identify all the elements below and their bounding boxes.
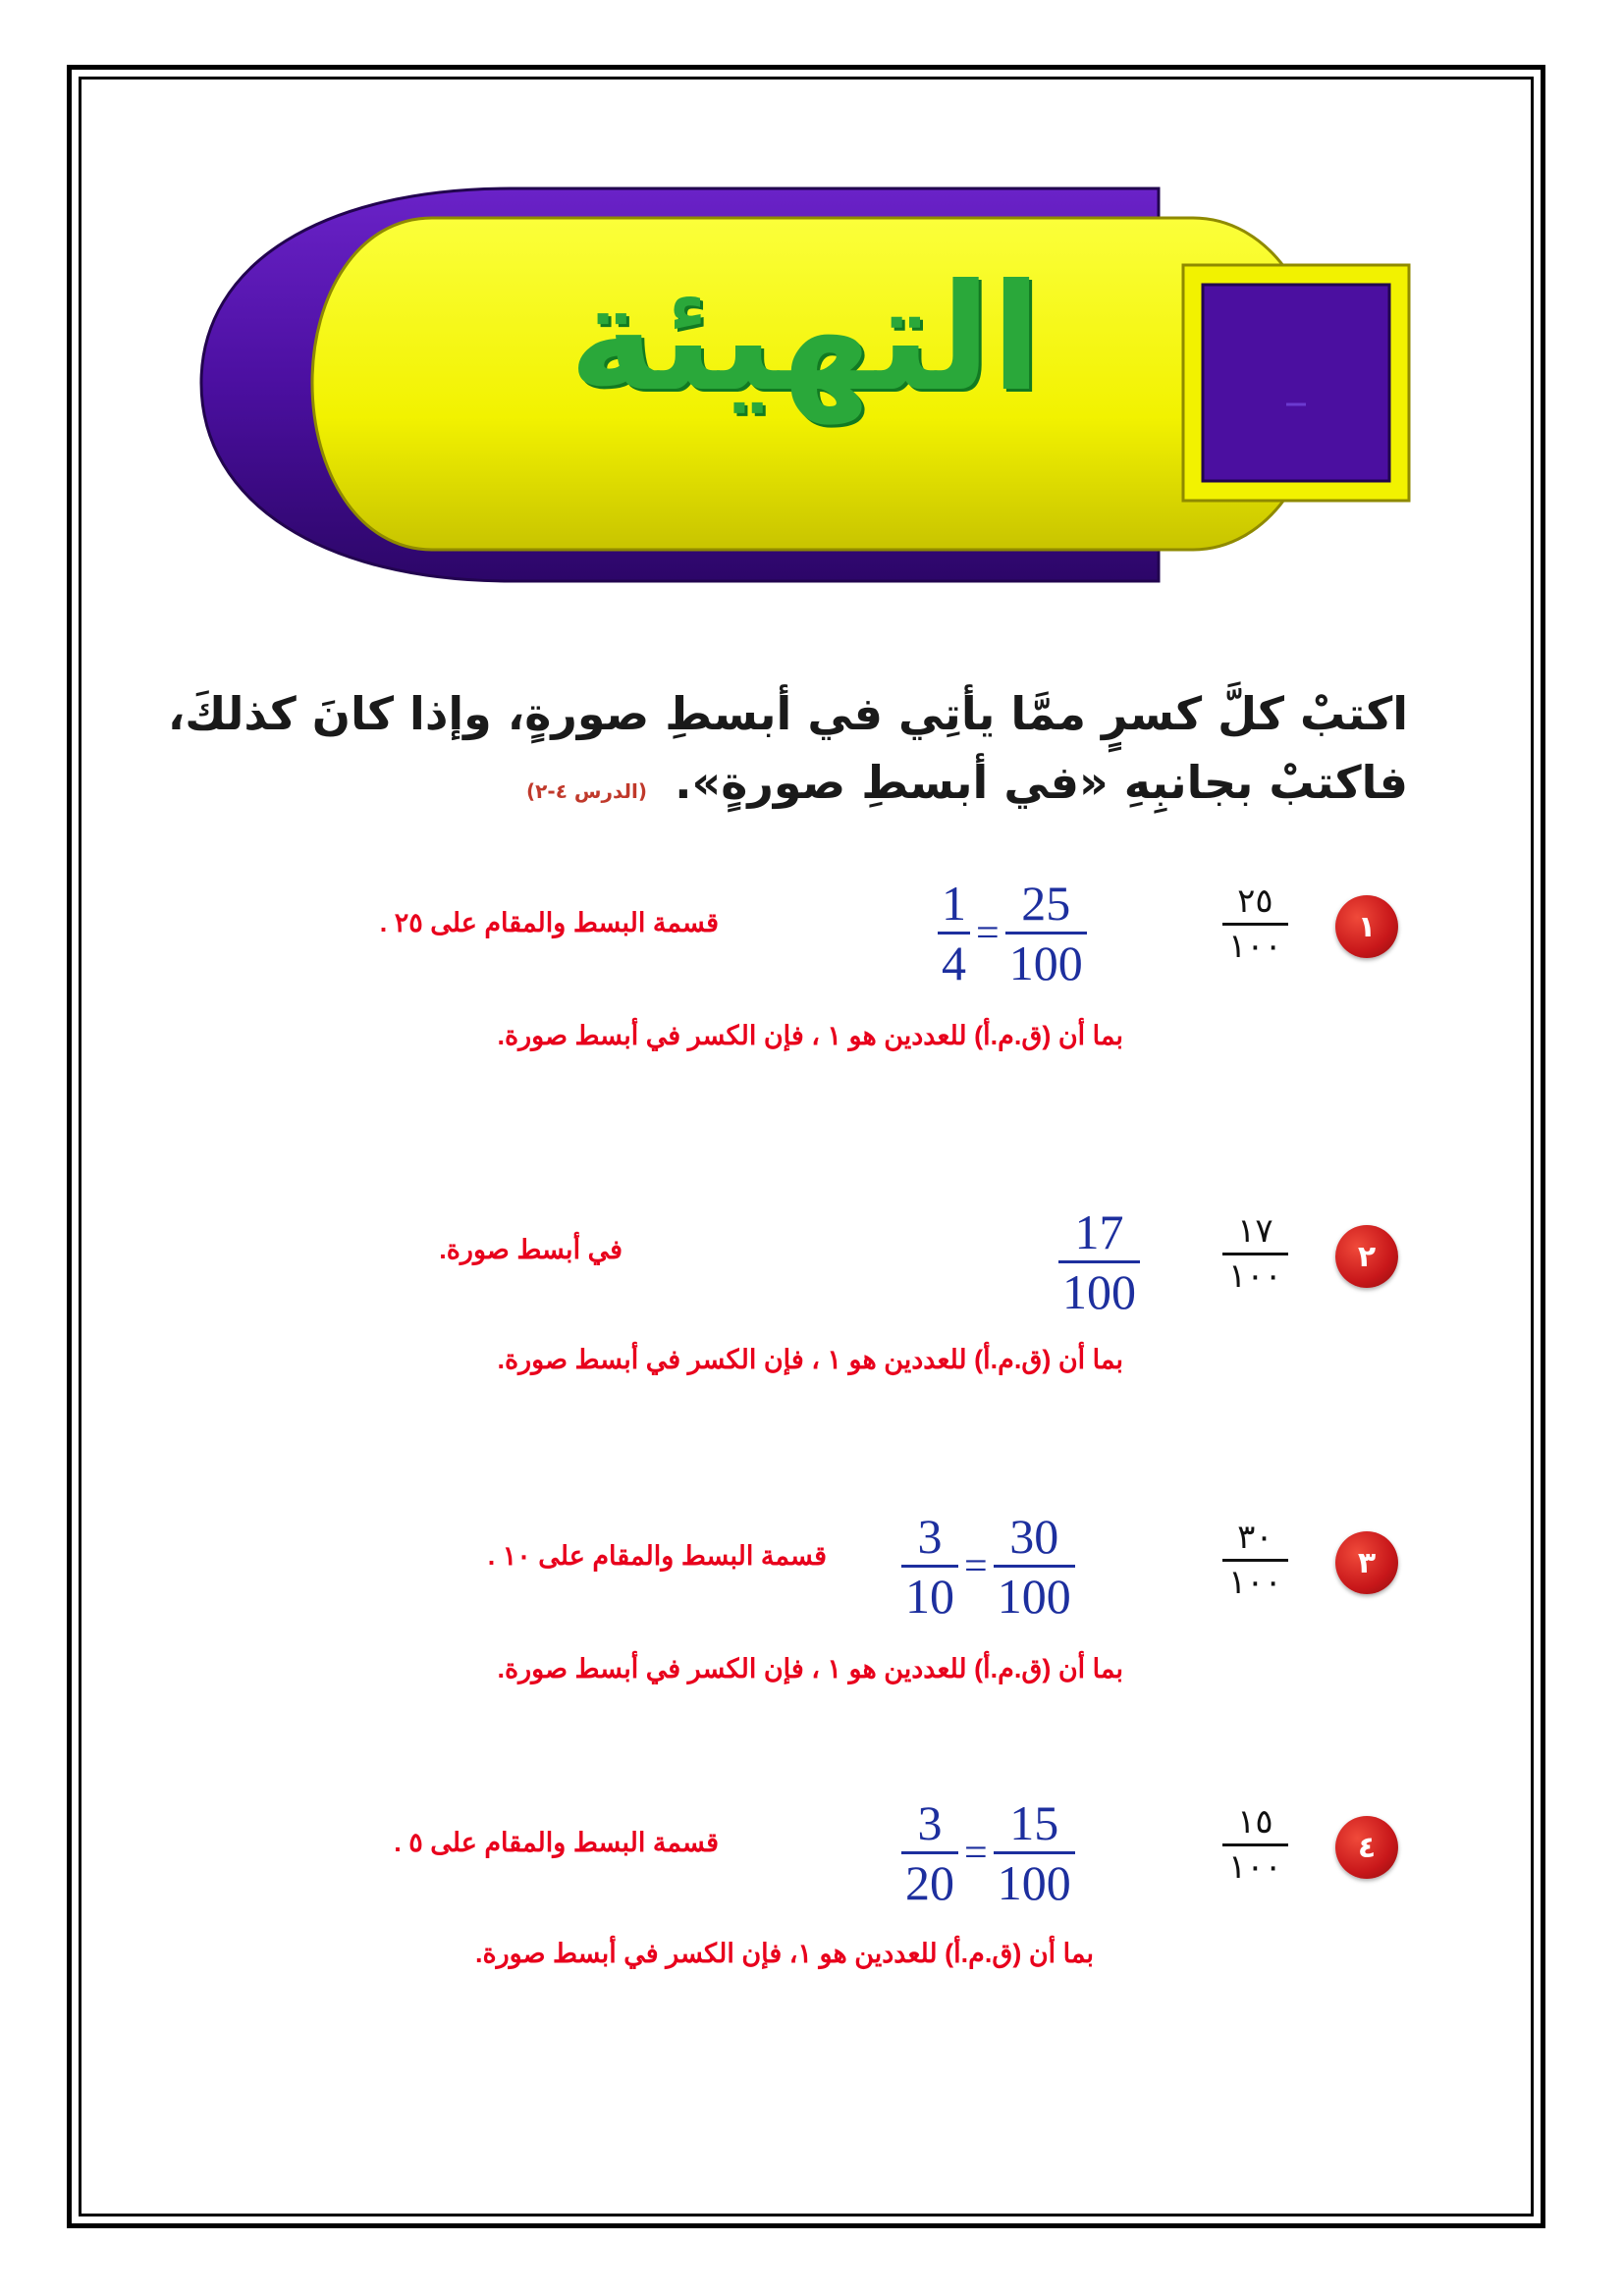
exercise-1-note-2: بما أن (ق.م.أ) للعددين هو ١ ، فإن الكسر في أبسط صورة.	[497, 1021, 1123, 1050]
exercise-3-note-2: بما أن (ق.م.أ) للعددين هو ١ ، فإن الكسر في أبسط صورة.	[497, 1654, 1123, 1683]
answer-denominator: 10	[905, 1569, 954, 1624]
exercise-3-note-1: قسمة البسط والمقام على ١٠ .	[487, 1541, 827, 1571]
answer-numerator: 25	[1021, 876, 1071, 931]
answer-denominator: 4	[942, 935, 966, 990]
exercise-2-note-1: في أبسط صورة.	[439, 1235, 623, 1264]
fraction-bar	[1222, 1253, 1288, 1255]
fraction-bar	[994, 1565, 1075, 1568]
page-title: التهيئة	[568, 253, 1042, 424]
exercise-4-note-2: بما أن (ق.م.أ) للعددين هو ١، فإن الكسر في أبسط صورة.	[474, 1939, 1094, 1968]
answer-numerator: 3	[917, 1509, 943, 1564]
exercise-1-answer-lhs	[938, 876, 970, 990]
exercise-1-given-denominator: ١٠٠	[1228, 927, 1282, 967]
fraction-bar	[901, 1851, 958, 1854]
exercise-4-given-denominator: ١٠٠	[1228, 1847, 1282, 1888]
exercise-3-given-denominator: ١٠٠	[1228, 1563, 1282, 1603]
answer-numerator: 15	[1009, 1795, 1059, 1850]
fraction-bar	[1222, 1843, 1288, 1846]
exercise-4-answer	[901, 1795, 1075, 1910]
fraction-bar	[1005, 932, 1087, 934]
exercise-4-answer-lhs	[901, 1795, 958, 1910]
exercise-2-given-denominator: ١٠٠	[1228, 1256, 1282, 1297]
exercise-3-answer-lhs	[901, 1509, 958, 1624]
exercise-3-given-numerator: ٣٠	[1237, 1518, 1273, 1557]
answer-denominator: 100	[997, 1855, 1071, 1910]
answer-numerator: 17	[1074, 1204, 1124, 1259]
instruction-line-2-text: فاكتبْ بجانبِهِ «في أبسطِ صورةٍ».	[675, 756, 1408, 809]
exercise-2-given-numerator: ١٧	[1237, 1211, 1273, 1251]
exercise-4-badge: ٤	[1335, 1816, 1398, 1879]
fraction-bar	[1222, 1559, 1288, 1562]
lesson-reference: (الدرس ٤-٢)	[526, 779, 648, 803]
answer-numerator: 30	[1009, 1509, 1059, 1564]
fraction-bar	[938, 932, 970, 934]
exercise-1-answer	[938, 876, 1087, 990]
exercise-3-badge: ٣	[1335, 1531, 1398, 1594]
exercise-4-note-1: قسمة البسط والمقام على ٥ .	[394, 1828, 719, 1857]
exercise-3-answer	[901, 1509, 1075, 1624]
equals-sign: =	[964, 1830, 988, 1876]
exercise-4-given-fraction	[1222, 1804, 1288, 1887]
answer-denominator: 100	[1008, 935, 1083, 990]
exercise-4-given-numerator: ١٥	[1237, 1802, 1273, 1842]
answer-denominator: 100	[997, 1569, 1071, 1624]
answer-numerator: 3	[917, 1795, 943, 1850]
fraction-bar	[1222, 923, 1288, 926]
equals-sign: =	[976, 910, 1000, 956]
exercise-1-given-numerator: ٢٥	[1237, 881, 1273, 921]
exercise-4-answer-rhs	[994, 1795, 1075, 1910]
exercise-2-note-2: بما أن (ق.م.أ) للعددين هو ١ ، فإن الكسر في أبسط صورة.	[497, 1345, 1123, 1374]
exercise-1-answer-rhs	[1005, 876, 1087, 990]
exercise-2-answer	[1058, 1204, 1140, 1319]
exercise-1-given-fraction	[1222, 883, 1288, 966]
fraction-bar	[901, 1565, 958, 1568]
exercise-3-answer-rhs	[994, 1509, 1075, 1624]
exercise-1-note-1: قسمة البسط والمقام على ٢٥ .	[379, 908, 719, 937]
exercise-2-badge: ٢	[1335, 1225, 1398, 1288]
exercise-2-answer-fraction	[1058, 1204, 1140, 1319]
exercise-1-badge: ١	[1335, 895, 1398, 958]
exercise-2-given-fraction	[1222, 1213, 1288, 1296]
fraction-bar	[994, 1851, 1075, 1854]
instruction-line-2	[526, 756, 1408, 809]
instruction-line-1: اكتبْ كلَّ كسرٍ ممَّا يأتِي في أبسطِ صورةٍ، وإذا كانَ كذلكَ،	[167, 687, 1408, 740]
equals-sign: =	[964, 1543, 988, 1589]
exercise-3-given-fraction	[1222, 1520, 1288, 1602]
answer-denominator: 20	[905, 1855, 954, 1910]
answer-denominator: 100	[1062, 1264, 1136, 1319]
answer-numerator: 1	[942, 876, 966, 931]
fraction-bar	[1058, 1260, 1140, 1263]
